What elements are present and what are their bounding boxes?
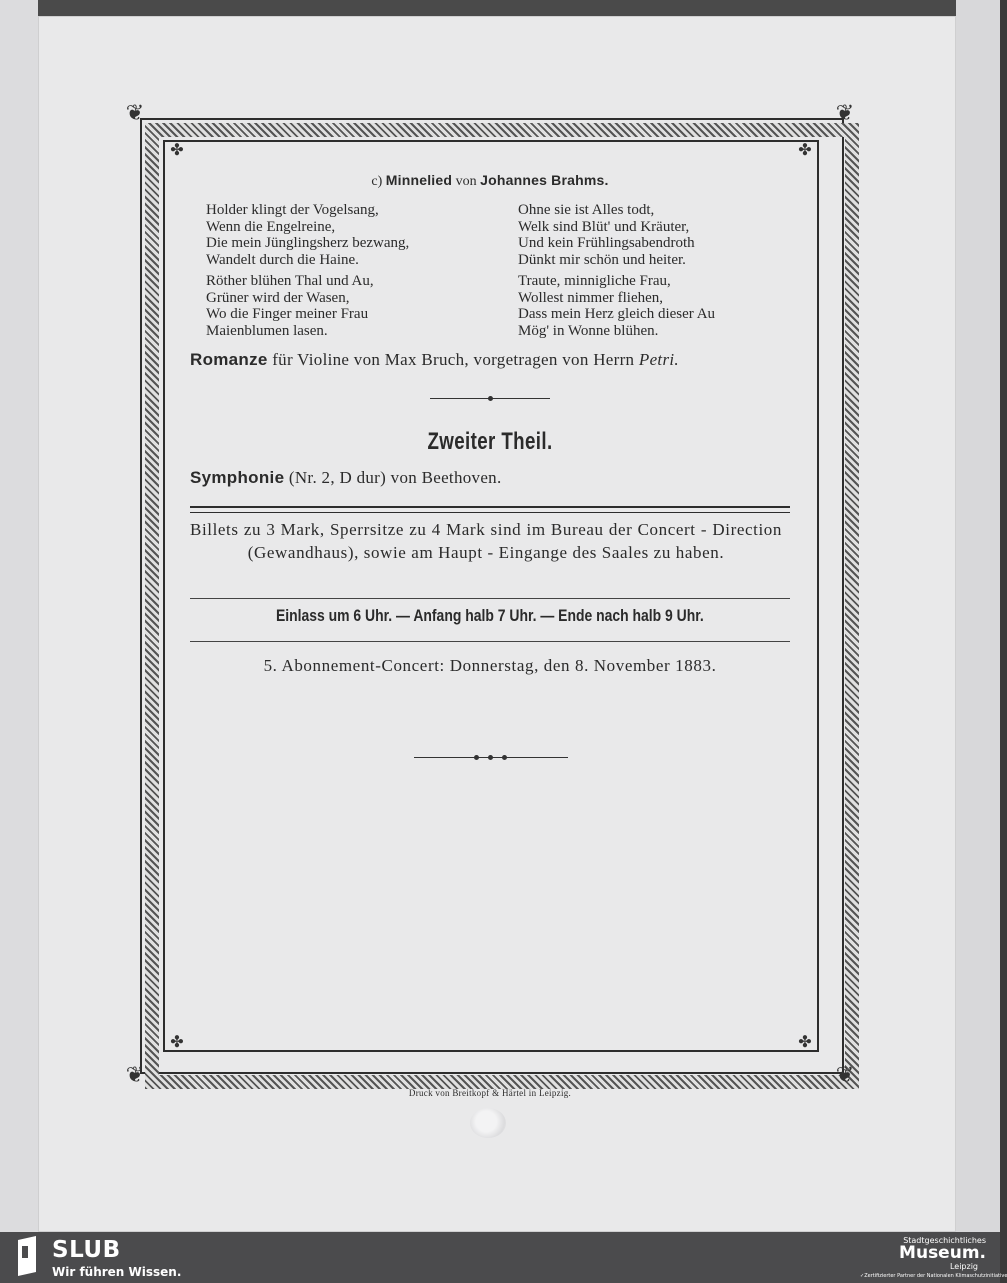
poem-title-name: Minnelied [385, 172, 453, 188]
stanza-line: Ohne sie ist Alles todt, [518, 202, 655, 218]
corner-ornament-icon: ❦ [835, 100, 855, 125]
next-concert: 5. Abonnement-Concert: Donnerstag, den 8. November 1883. [263, 656, 717, 675]
ornament-divider [430, 395, 550, 403]
scan-left-edge [0, 0, 38, 1232]
poem-title-connector: von [455, 174, 477, 189]
museum-city: Leipzig [949, 1262, 978, 1271]
rule [190, 598, 790, 599]
ornament-divider [414, 754, 568, 762]
stanza-line: Holder klingt der Vogelsang, [206, 202, 379, 218]
symphonie-line [190, 468, 790, 488]
slub-brand: SLUB [52, 1237, 121, 1263]
romanze-text: für Violine von Max Bruch, vorgetragen von Herrn [267, 350, 639, 369]
symphonie-text: (Nr. 2, D dur) von Beethoven. [284, 468, 502, 487]
stanza-2 [206, 273, 374, 339]
stanza-line: Die mein Jünglingsherz bezwang, [206, 235, 410, 251]
corner-ornament-icon: ❦ [835, 1062, 855, 1087]
stanza-3 [518, 202, 695, 268]
stanza-line: Röther blühen Thal und Au, [206, 273, 374, 289]
poem-title [190, 172, 790, 190]
admission-times [190, 606, 790, 626]
slub-logo-icon [14, 1236, 40, 1276]
museum-name: Museum. [899, 1243, 986, 1263]
stanza-line: Wo die Finger meiner Frau [206, 306, 369, 322]
romanze-title: Romanze [190, 350, 268, 369]
admission-times-text: Einlass um 6 Uhr. — Anfang halb 7 Uhr. — Ende nach halb 9 Uhr. [276, 606, 704, 625]
stanza-line: Maienblumen lasen. [206, 322, 328, 339]
stanza-line: Wollest nimmer fliehen, [518, 289, 664, 306]
inner-corner-ornament-icon: ✤ [798, 1034, 812, 1051]
inner-corner-ornament-icon: ✤ [170, 1034, 184, 1051]
stanza-line: Wandelt durch die Haine. [206, 251, 359, 268]
corner-ornament-icon: ❦ [125, 100, 145, 125]
rule [190, 641, 790, 642]
romanze-performer: Petri. [638, 350, 679, 369]
stanza-line: Wenn die Engelreine, [206, 218, 336, 235]
inner-corner-ornament-icon: ✤ [170, 142, 184, 159]
slub-tagline: Wir führen Wissen. [52, 1265, 182, 1279]
emboss-seal [470, 1108, 506, 1138]
ticket-info: Billets zu 3 Mark, Sperrsitze zu 4 Mark sind im Bureau der Concert - Direction (Gewandhaus), sowie am Haupt - Eingange des Saales zu haben. [190, 520, 782, 562]
inner-corner-ornament-icon: ✤ [798, 142, 812, 159]
stanza-line: Dass mein Herz gleich dieser Au [518, 306, 716, 322]
scan-top-edge [0, 0, 1000, 16]
stanza-line: Mög' in Wonne blühen. [518, 322, 659, 339]
double-rule [190, 506, 790, 513]
printer-note: Druck von Breitkopf & Härtel in Leipzig. [408, 1088, 572, 1098]
stanza-4 [518, 273, 715, 339]
poem-composer: Johannes Brahms. [480, 172, 609, 188]
stanza-line: Grüner wird der Wasen, [206, 289, 350, 306]
second-part-title: Zweiter Theil. [427, 428, 553, 455]
museum-certificate: ✓Zertifizierter Partner der Nationalen Klimaschutzinitiative [860, 1273, 1007, 1279]
stanza-line: Traute, minnigliche Frau, [518, 273, 671, 289]
romanze-line [190, 350, 790, 370]
symphonie-title: Symphonie [190, 468, 285, 487]
poem-title-prefix: c) [371, 174, 383, 189]
stanza-line: Dünkt mir schön und heiter. [518, 251, 686, 268]
stanza-line: Welk sind Blüt' und Kräuter, [518, 218, 690, 235]
stanza-1 [206, 202, 409, 268]
stanza-line: Und kein Frühlingsabendroth [518, 235, 695, 251]
corner-ornament-icon: ❦ [125, 1062, 145, 1087]
scan-right-edge [956, 0, 1000, 1232]
museum-label: Stadtgeschichtliches [903, 1236, 986, 1245]
